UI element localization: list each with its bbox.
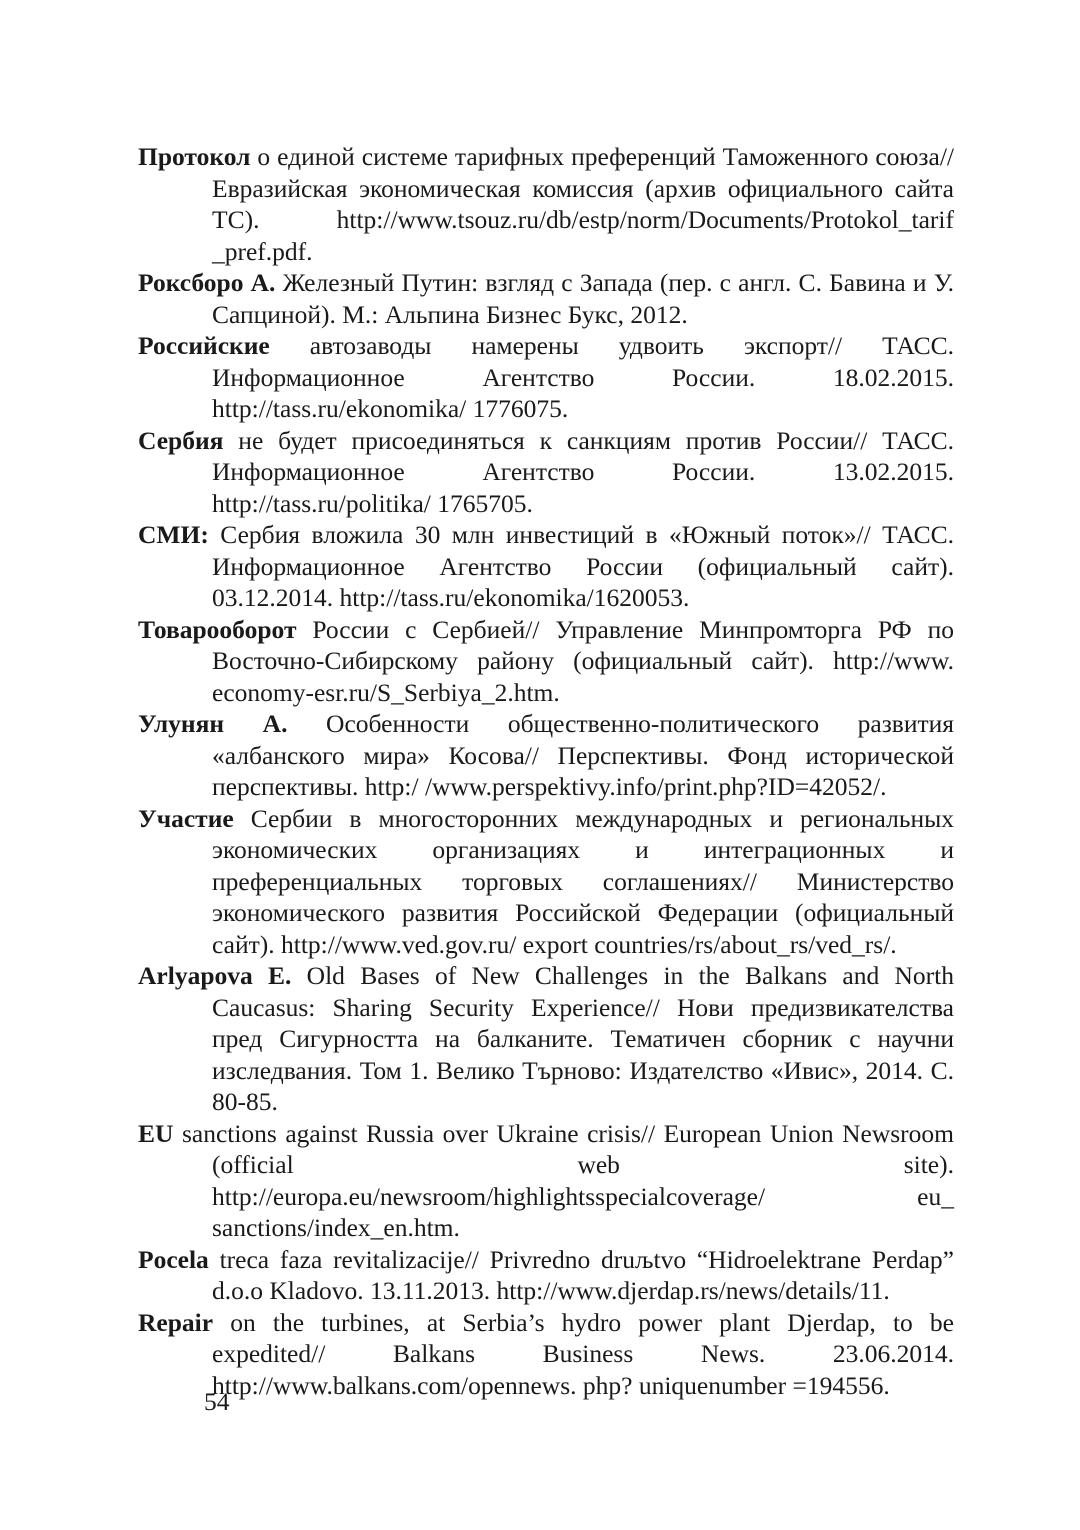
reference-item <box>138 803 954 961</box>
reference-item <box>138 960 954 1118</box>
reference-text: Особенности общественно-политического развития «албанского мира» Косова// Перспективы. Фонд исторической перспективы. http:/ /www.perspektivy.info/print.php?ID=42052/. <box>212 709 955 801</box>
reference-lead: Роксборо А. <box>138 268 276 297</box>
reference-text: treca faza revitalizacije// Privredno druљtvo “Hidroelektrane Perdap” d.o.o Kladovo. 13.11.2013. http://www.djerdap.rs/news/details/11. <box>208 1244 954 1305</box>
reference-item <box>138 1244 954 1307</box>
reference-lead: EU <box>138 1118 174 1148</box>
reference-item <box>138 330 954 425</box>
reference-text: о единой системе тарифных преференций Таможенного союза// Евразийская экономическая комиссия (архив официального сайта ТС). http://www.tsouz.ru/db/estp/norm/Documents/Protokol_tarif _pref.pdf. <box>212 142 954 266</box>
reference-text: России с Сербией// Управление Минпромторга РФ по Восточно-Сибирскому району (официальный сайт). http://www. economy-esr.ru/S_Serbiya_2.htm. <box>212 614 954 707</box>
reference-text: не будет присоединяться к санкциям против России// ТАСС. Информационное Агентство России. 13.02.2015. http://tass.ru/politika/ 1765705. <box>212 425 954 518</box>
reference-item <box>138 425 954 520</box>
reference-item <box>138 141 954 267</box>
reference-lead: Товарооборот <box>138 614 297 644</box>
reference-item <box>138 267 954 330</box>
reference-lead: Repair <box>138 1307 214 1337</box>
reference-item <box>138 708 954 803</box>
reference-text: Сербия вложила 30 млн инвестиций в «Южный поток»// ТАСС. Информационное Агентство России (официальный сайт). 03.12.2014. http://tass.ru/ekonomika/1620053. <box>208 520 954 612</box>
reference-item <box>138 614 954 709</box>
reference-list <box>138 141 954 1401</box>
reference-text: sanctions against Russia over Ukraine crisis// European Union Newsroom (official web site). http://europa.eu/newsroom/highlightsspecialcoverage/ eu_ sanctions/index_en.htm. <box>173 1118 954 1242</box>
reference-lead: СМИ: <box>138 520 209 549</box>
reference-text: on the turbines, at Serbia’s hydro power plant Djerdap, to be expedited// Balkans Business News. 23.06.2014. http://www.balkans.com/opennews. php? uniquenumber =194556. <box>212 1307 954 1400</box>
reference-lead: Российские <box>138 331 270 360</box>
reference-lead: Pocela <box>138 1244 209 1274</box>
reference-text: Железный Путин: взгляд с Запада (пер. с англ. С. Бавина и У. Сапциной). М.: Альпина Бизнес Букс, 2012. <box>212 268 954 329</box>
reference-text: автозаводы намерены удвоить экспорт// ТАСС. Информационное Агентство России. 18.02.2015. http://tass.ru/ekonomika/ 1776075. <box>212 331 954 423</box>
reference-lead: Arlyapova E. <box>138 961 292 990</box>
page-number: 54 <box>204 1387 230 1416</box>
reference-lead: Участие <box>138 803 234 833</box>
reference-text: Old Bases of New Challenges in the Balkans and North Caucasus: Sharing Security Experience// Нови предизвикателства пред Сигурността на балканите. Тематичен сборник с научни изследвания. Том 1. Велико Търново: Издателство «Ивис», 2014. С. 80-85. <box>212 961 954 1116</box>
reference-item <box>138 1307 954 1402</box>
reference-item <box>138 1118 954 1244</box>
reference-item <box>138 519 954 614</box>
reference-lead: Улунян А. <box>138 709 288 738</box>
reference-text: Сербии в многосторонних международных и региональных экономических организациях и интеграционных и преференциальных торговых соглашениях// Министерство экономического развития Российской Федерации (официальный сайт). http://www.ved.gov.ru/ export countries/rs/about_rs/ved_rs/. <box>212 803 954 959</box>
reference-lead: Сербия <box>138 425 224 455</box>
reference-lead: Протокол <box>138 142 251 171</box>
